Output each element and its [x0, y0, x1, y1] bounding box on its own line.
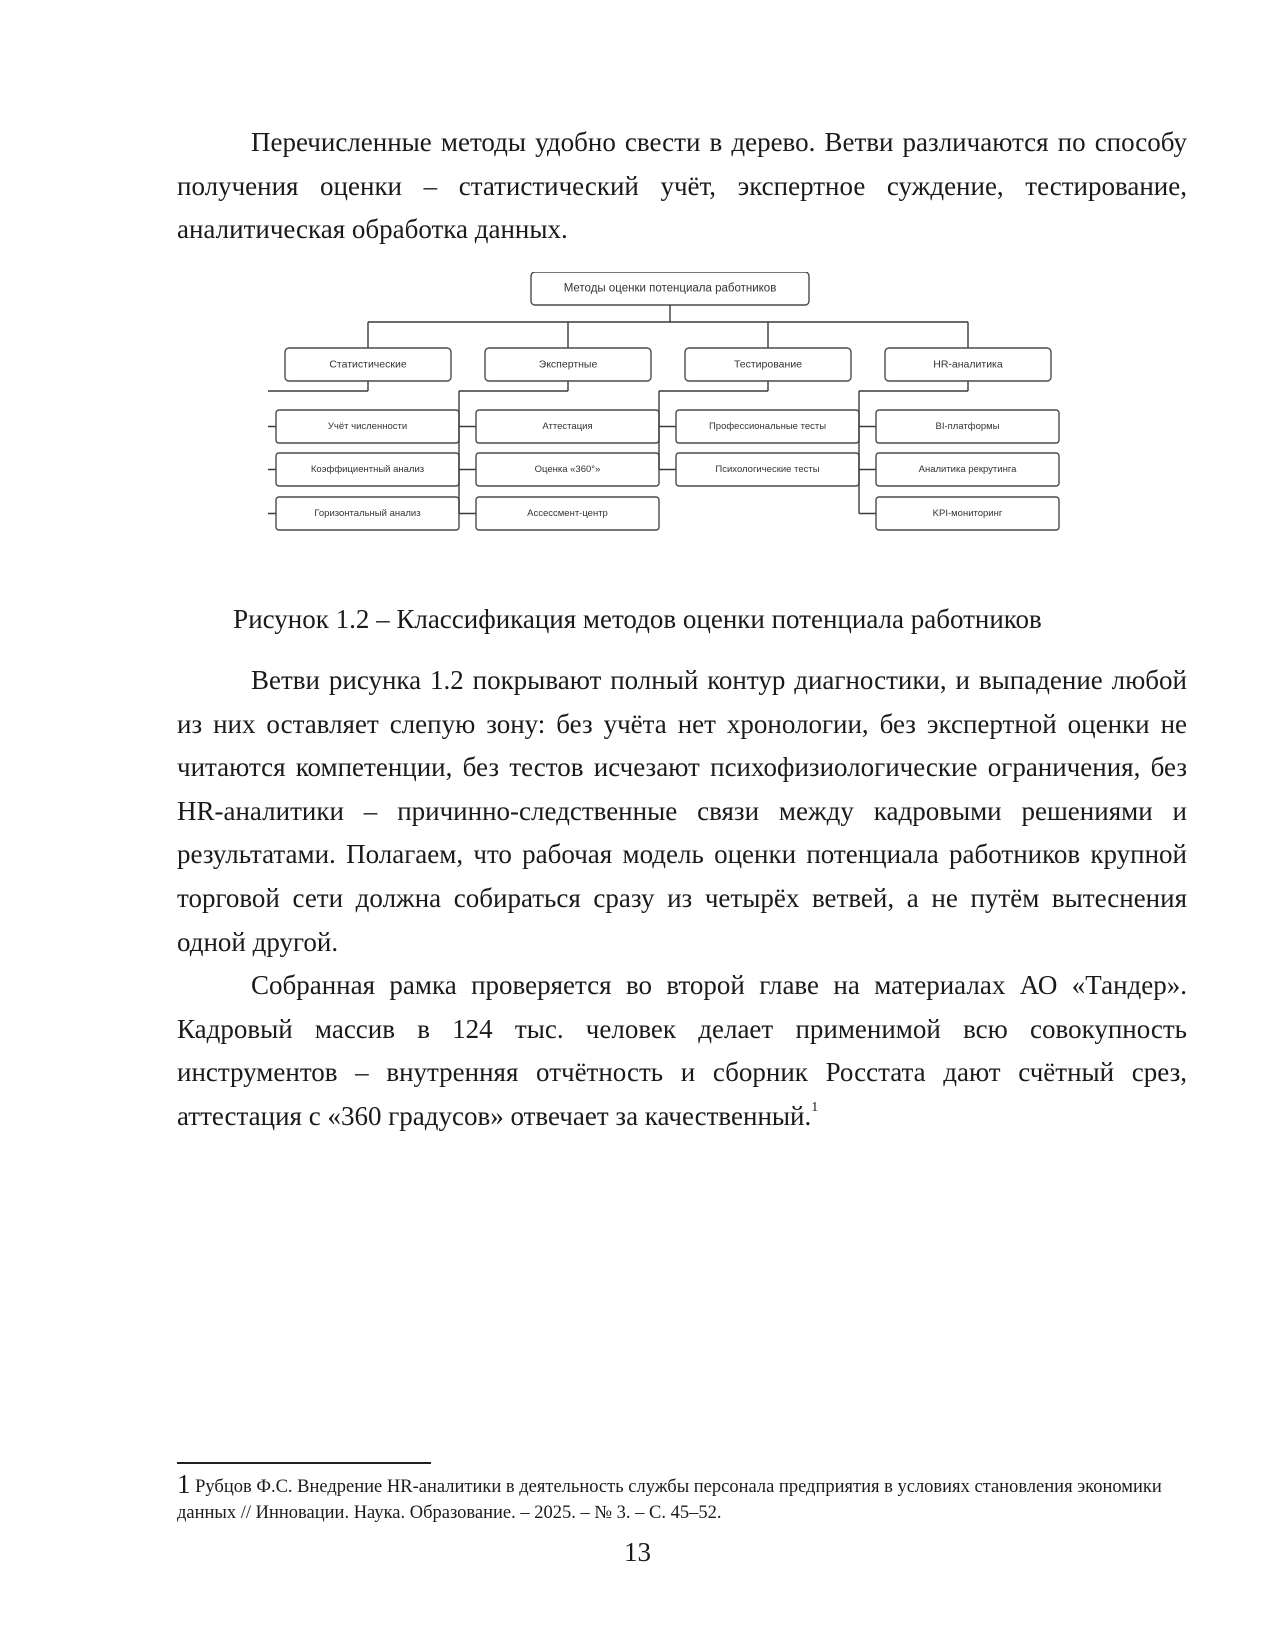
paragraph-framework: Собранная рамка проверяется во второй главе на материалах АО «Тандер». Кадровый массив в 124 тыс. человек делает применимой всю совокупность инструментов – внутренняя отчётность и сборник Росстата дают счётный срез, аттестация с «360 градусов» отвечает за качественный.$^1$ [177, 970, 1187, 1131]
item-label: Психологические тесты [715, 464, 820, 475]
methods-tree-diagram [268, 272, 1090, 546]
item-label: Ассессмент-центр [527, 508, 608, 519]
page-number: 13 [624, 1537, 651, 1567]
branch-label: Экспертные [538, 358, 598, 371]
item-label: Учёт численности [327, 421, 408, 432]
branch-label: Тестирование [733, 358, 803, 371]
branch-label: Статистические [329, 358, 407, 371]
item-label: Оценка «360°» [534, 464, 601, 475]
branch-label: HR-аналитика [933, 358, 1003, 371]
item-label: Горизонтальный анализ [314, 508, 421, 519]
footnote-reference[interactable]: 1 [811, 1099, 819, 1115]
footnote-mark: 1 [177, 1469, 191, 1499]
item-label: KPI-мониторинг [932, 508, 1003, 519]
footnote [177, 1471, 1187, 1526]
root-node-label: Методы оценки потенциала работников [563, 282, 777, 295]
item-label: Коэффициентный анализ [310, 464, 425, 475]
item-label: Аналитика рекрутинга [918, 464, 1017, 475]
item-label: Аттестация [542, 421, 593, 432]
figure-caption: Рисунок 1.2 – Классификация методов оценки потенциала работников [233, 604, 1042, 634]
paragraph-intro: Перечисленные методы удобно свести в дерево. Ветви различаются по способу получения оценки – статистический учёт, экспертное суждение, тестирование, аналитическая обработка данных. [177, 127, 1187, 245]
footnote-separator [177, 1462, 431, 1464]
footnote-text: Рубцов Ф.С. Внедрение HR-аналитики в деятельность службы персонала предприятия в условиях становления экономики данных // Инновации. Наука. Образование. – 2025. – № 3. – С. 45–52. [177, 1477, 1162, 1523]
paragraph-branches: Ветви рисунка 1.2 покрывают полный контур диагностики, и выпадение любой из них оставляет слепую зону: без учёта нет хронологии, без экспертной оценки не читаются компетенции, без тестов исчезают психофизиологические ограничения, без HR-аналитики – причинно-следственные связи между кадровыми решениями и результатами. Полагаем, что рабочая модель оценки потенциала работников крупной торговой сети должна собираться сразу из четырёх ветвей, а не путём вытеснения одной другой. [177, 665, 1187, 957]
item-label: BI-платформы [935, 421, 1000, 432]
item-label: Профессиональные тесты [708, 421, 827, 432]
